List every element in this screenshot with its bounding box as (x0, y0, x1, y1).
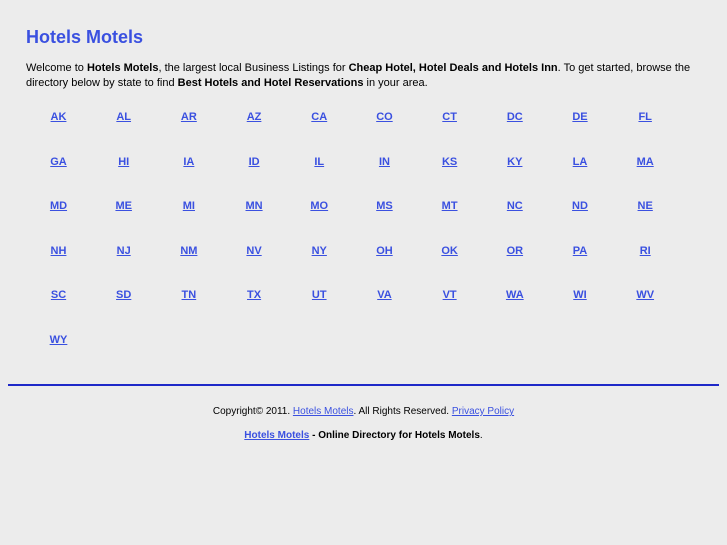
state-link-nv[interactable]: NV (246, 244, 262, 257)
state-link-ne[interactable]: NE (637, 200, 653, 213)
state-link-ga[interactable]: GA (50, 155, 67, 168)
state-link-in[interactable]: IN (378, 155, 390, 168)
state-link-ny[interactable]: NY (311, 244, 327, 257)
state-link-tx[interactable]: TX (247, 289, 262, 302)
state-link-ak[interactable]: AK (50, 111, 67, 123)
tagline-line (0, 429, 727, 442)
state-link-ia[interactable]: IA (183, 155, 195, 168)
state-link-al[interactable]: AL (116, 111, 132, 123)
copyright-line (0, 405, 727, 418)
intro-paragraph (26, 61, 696, 91)
state-link-fl[interactable]: FL (638, 111, 652, 123)
state-link-mn[interactable]: MN (245, 200, 263, 213)
state-link-wa[interactable]: WA (505, 289, 524, 302)
footer-divider (8, 384, 719, 386)
tagline-site-link[interactable]: Hotels Motels (244, 430, 310, 441)
state-link-mi[interactable]: MI (182, 200, 195, 213)
state-link-ma[interactable]: MA (636, 155, 654, 168)
state-link-sc[interactable]: SC (50, 289, 67, 302)
state-link-wv[interactable]: WV (636, 289, 655, 302)
state-link-il[interactable]: IL (314, 155, 325, 168)
tagline-text: - Online Directory for Hotels Motels (309, 430, 480, 441)
state-link-mo[interactable]: MO (310, 200, 329, 213)
intro-text-1: Welcome to (26, 62, 87, 74)
state-link-ms[interactable]: MS (376, 200, 393, 213)
state-link-ca[interactable]: CA (311, 111, 328, 123)
state-link-ok[interactable]: OK (441, 244, 458, 257)
state-link-ar[interactable]: AR (180, 111, 197, 123)
site-title: Hotels Motels (26, 27, 144, 47)
state-directory (26, 110, 706, 378)
state-link-co[interactable]: CO (376, 111, 393, 123)
intro-bold-site-name: Hotels Motels (86, 62, 159, 74)
state-link-me[interactable]: ME (115, 200, 132, 213)
state-link-wi[interactable]: WI (573, 289, 587, 302)
state-link-tn[interactable]: TN (181, 289, 197, 302)
state-link-ut[interactable]: UT (311, 289, 327, 302)
state-link-nj[interactable]: NJ (116, 244, 131, 257)
intro-text-3: . To get started, browse the directory below by state to find (26, 62, 691, 89)
state-link-az[interactable]: AZ (246, 111, 262, 123)
intro-bold-keywords: Cheap Hotel, Hotel Deals and Hotels Inn (348, 62, 558, 74)
state-link-ct[interactable]: CT (442, 111, 457, 123)
state-link-vt[interactable]: VT (442, 289, 457, 302)
state-link-mt[interactable]: MT (441, 200, 458, 213)
copyright-prefix: Copyright© 2011. (212, 406, 293, 417)
state-link-de[interactable]: DE (572, 111, 588, 123)
privacy-policy-link[interactable]: Privacy Policy (451, 406, 515, 417)
intro-bold-keywords-2: Best Hotels and Hotel Reservations (177, 77, 364, 89)
state-link-sd[interactable]: SD (116, 289, 132, 302)
copyright-mid: . All Rights Reserved. (353, 406, 452, 417)
state-link-nc[interactable]: NC (506, 200, 523, 213)
state-link-ky[interactable]: KY (507, 155, 523, 168)
state-link-va[interactable]: VA (377, 289, 392, 302)
state-link-pa[interactable]: PA (572, 244, 588, 257)
state-link-nm[interactable]: NM (180, 244, 198, 257)
state-link-la[interactable]: LA (572, 155, 588, 168)
state-link-hi[interactable]: HI (118, 155, 130, 168)
state-link-or[interactable]: OR (506, 244, 524, 257)
state-link-nd[interactable]: ND (572, 200, 588, 213)
tagline-end: . (479, 430, 483, 441)
state-link-wy[interactable]: WY (49, 333, 68, 346)
state-link-dc[interactable]: DC (506, 111, 523, 123)
state-link-ks[interactable]: KS (441, 155, 458, 168)
intro-text-2: , the largest local Business Listings for (158, 62, 349, 74)
state-link-oh[interactable]: OH (376, 244, 393, 257)
intro-text-4: in your area. (363, 77, 428, 89)
state-link-md[interactable]: MD (49, 200, 68, 213)
state-link-id[interactable]: ID (248, 155, 260, 168)
copyright-site-link[interactable]: Hotels Motels (292, 406, 354, 417)
state-link-nh[interactable]: NH (50, 244, 67, 257)
state-link-ri[interactable]: RI (639, 244, 651, 257)
